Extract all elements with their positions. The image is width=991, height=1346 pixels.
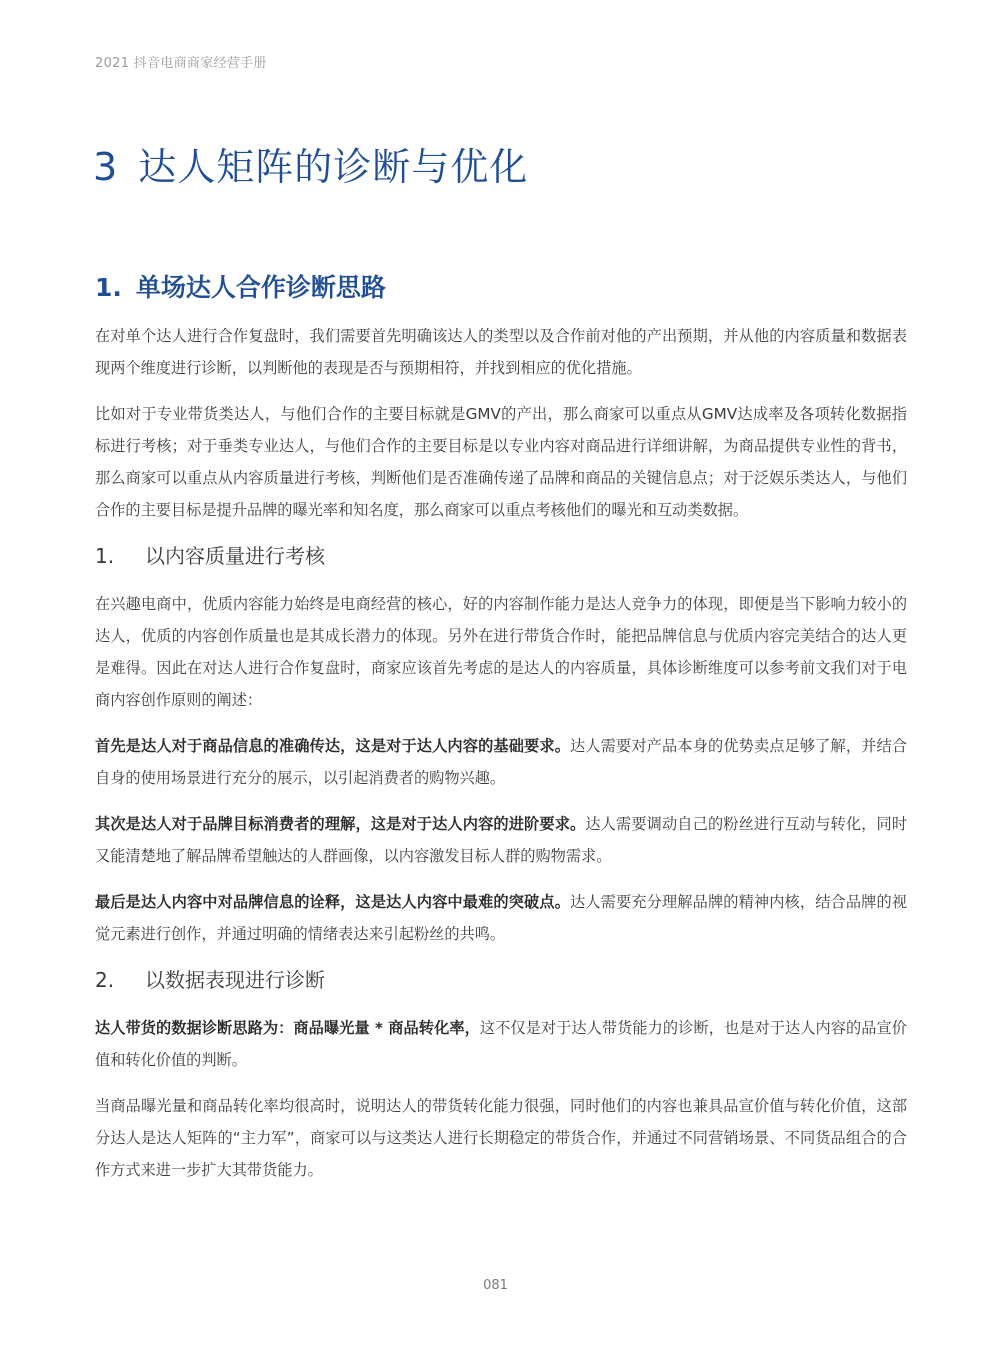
subsection-title: 以内容质量进行考核 xyxy=(145,544,325,568)
content-point-lead: 其次是达人对于品牌目标消费者的理解，这是对于达人内容的进阶要求。 xyxy=(95,815,586,833)
content-point-lead: 首先是达人对于商品信息的准确传达，这是对于达人内容的基础要求。 xyxy=(95,737,571,755)
subsection-number: 1. xyxy=(95,544,115,568)
section-title: 单场达人合作诊断思路 xyxy=(135,273,386,302)
chapter-title-text: 达人矩阵的诊断与优化 xyxy=(138,145,529,189)
subsection-heading xyxy=(95,966,907,994)
content-point-text: 达人需要充分理解品牌的精神内核，结合品牌的视觉元素进行创作，并通过明确的情绪表达来引起粉丝的共鸣。 xyxy=(95,893,908,943)
data-diagnosis-formula: 达人带货的数据诊断思路为：商品曝光量 * 商品转化率， xyxy=(95,1019,480,1037)
page-content xyxy=(95,270,907,1200)
content-point-lead: 最后是达人内容中对品牌信息的诠释，这是达人内容中最难的突破点。 xyxy=(95,893,571,911)
content-point xyxy=(95,808,907,872)
section-heading xyxy=(95,270,907,306)
data-diagnosis-text: 这不仅是对于达人带货能力的诊断，也是对于达人内容的品宣价值和转化价值的判断。 xyxy=(95,1019,907,1069)
section-paragraph: 比如对于专业带货类达人，与他们合作的主要目标就是GMV的产出，那么商家可以重点从GMV达成率及各项转化数据指标进行考核；对于垂类专业达人，与他们合作的主要目标是以专业内容对商品进行详细讲解，为商品提供专业性的背书，那么商家可以重点从内容质量进行考核，判断他们是否准确传递了品牌和商品的关键信息点；对于泛娱乐类达人，与他们合作的主要目标是提升品牌的曝光率和知名度，那么商家可以重点考核他们的曝光和互动类数据。 xyxy=(95,405,907,519)
content-point-text: 达人需要调动自己的粉丝进行互动与转化，同时又能清楚地了解品牌希望触达的人群画像，以内容激发目标人群的购物需求。 xyxy=(95,815,908,865)
subsection-title: 以数据表现进行诊断 xyxy=(145,968,325,992)
chapter-title xyxy=(93,136,528,191)
content-point xyxy=(95,886,907,950)
data-diagnosis-lead xyxy=(95,1012,907,1076)
running-header: 2021 抖音电商商家经营手册 xyxy=(95,56,267,71)
subsection-intro: 在兴趣电商中，优质内容能力始终是电商经营的核心，好的内容制作能力是达人竞争力的体现，即便是当下影响力较小的达人，优质的内容创作质量也是其成长潜力的体现。另外在进行带货合作时，能把品牌信息与优质内容完美结合的达人更是难得。因此在对达人进行合作复盘时，商家应该首先考虑的是达人的内容质量，具体诊断维度可以参考前文我们对于电商内容创作原则的阐述： xyxy=(95,595,907,709)
content-point-text: 达人需要对产品本身的优势卖点足够了解，并结合自身的使用场景进行充分的展示，以引起消费者的购物兴趣。 xyxy=(95,737,908,787)
chapter-number: 3 xyxy=(93,145,119,189)
subsection-heading xyxy=(95,542,907,570)
subsection-number: 2. xyxy=(95,968,115,992)
page-number: 081 xyxy=(483,1278,508,1293)
subsection-paragraph: 当商品曝光量和商品转化率均很高时，说明达人的带货转化能力很强，同时他们的内容也兼具品宣价值与转化价值，这部分达人是达人矩阵的“主力军”，商家可以与这类达人进行长期稳定的带货合作，并通过不同营销场景、不同货品组合的合作方式来进一步扩大其带货能力。 xyxy=(95,1097,907,1179)
section-number: 1. xyxy=(95,273,122,302)
section-paragraph: 在对单个达人进行合作复盘时，我们需要首先明确该达人的类型以及合作前对他的产出预期，并从他的内容质量和数据表现两个维度进行诊断，以判断他的表现是否与预期相符，并找到相应的优化措施。 xyxy=(95,327,907,377)
content-point xyxy=(95,730,907,794)
